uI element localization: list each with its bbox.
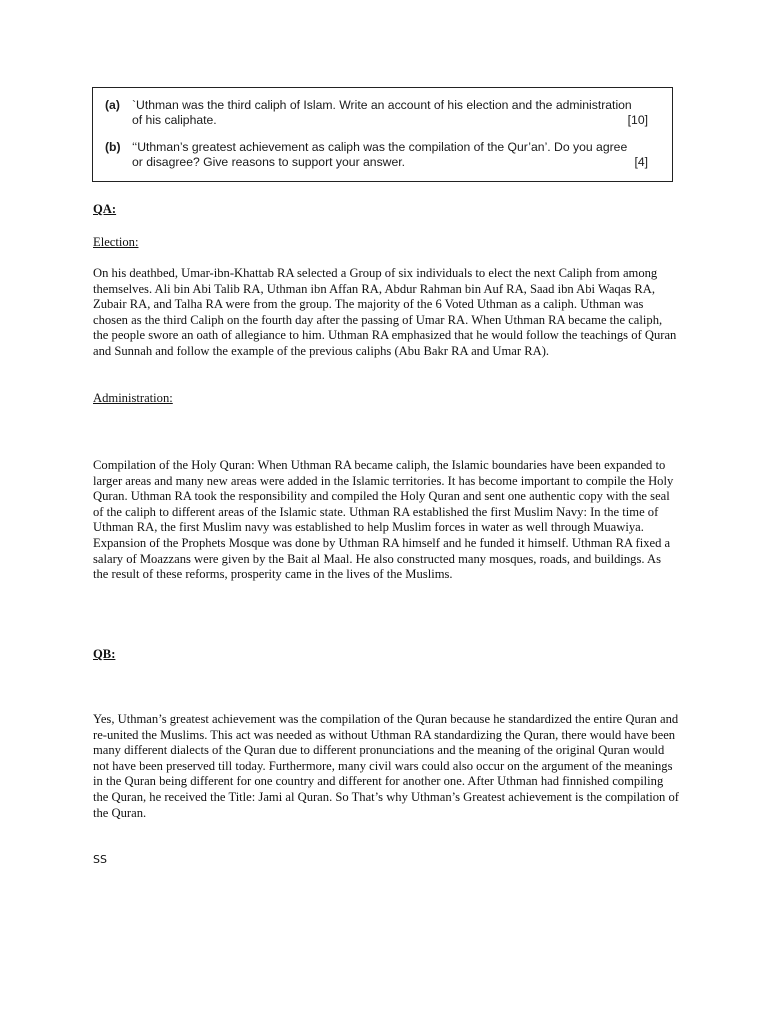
question-a-line2: of his caliphate.	[132, 113, 217, 127]
signature-initials: SS	[93, 853, 107, 866]
question-a-marks: [10]	[627, 113, 648, 127]
question-b-line1: ‘‘Uthman’s greatest achievement as caliph was the compilation of the Qur’an’. Do you agree	[132, 140, 628, 154]
administration-heading: Administration:	[93, 391, 173, 405]
question-b-text	[132, 140, 648, 170]
administration-paragraph: Compilation of the Holy Quran: When Uthman RA became caliph, the Islamic boundaries have been expanded to larger areas and many new areas were added in the Islamic territories. It has become important to compile the Holy Quran. Uthman RA took the responsibility and compiled the Holy Quran and sent one authentic copy with the seal of the caliph to different areas of the Islamic state. Uthman RA established the first Muslim Navy: In the time of Uthman RA, the first Muslim navy was established to help Muslim forces in water as well through Muawiya. Expansion of the Prophets Mosque was done by Uthman RA himself and he funded it himself. Uthman RA fixed a salary of Moazzans were given by the Bait al Maal. He also constructed many mosques, roads, and buildings. As the result of these reforms, prosperity came in the lives of the Muslims.	[93, 458, 674, 582]
election-paragraph: On his deathbed, Umar-ibn-Khattab RA selected a Group of six individuals to elect the next Caliph from among themselves. Ali bin Abi Talib RA, Uthman ibn Affan RA, Abdur Rahman bin Auf RA, Saad ibn Abi Waqas RA, Zubair RA, and Talha RA were from the group. The majority of the 6 Voted Uthman as a caliph. Uthman was chosen as the third Caliph on the fourth day after the passing of Umar RA. When Uthman RA became the caliph, the people swore an oath of allegiance to him. Uthman RA emphasized that he would follow the teachings of Quran and Sunnah and follow the example of the previous caliphs (Abu Bakr RA and Umar RA).	[93, 266, 677, 358]
question-a-label: (a)	[105, 98, 120, 112]
question-b-label: (b)	[105, 140, 121, 154]
qb-heading: QB:	[93, 647, 116, 661]
question-a	[105, 98, 648, 128]
question-a-text	[132, 98, 648, 128]
qa-heading: QA:	[93, 202, 117, 216]
qb-paragraph: Yes, Uthman’s greatest achievement was the compilation of the Quran because he standardized the entire Quran and re-united the Muslims. This act was needed as without Uthman RA standardizing the Quran, there would have been many different dialects of the Quran due to different pronunciations and the meaning of the original Quran would not have been preserved till today. Furthermore, many civil wars could also occur on the argument of the meanings in the Quran being different for one country and different for another one. After Uthman had finnished compiling the Quran, he received the Title: Jami al Quran. So That’s why Uthman’s Greatest achievement is the compilation of the Quran.	[93, 712, 679, 820]
election-heading: Election:	[93, 235, 139, 249]
question-a-line1: `Uthman was the third caliph of Islam. Write an account of his election and the administration	[132, 98, 632, 112]
question-box	[92, 87, 673, 182]
question-b	[105, 140, 648, 170]
question-b-line2: or disagree? Give reasons to support your answer.	[132, 155, 406, 169]
question-b-marks: [4]	[634, 155, 648, 169]
